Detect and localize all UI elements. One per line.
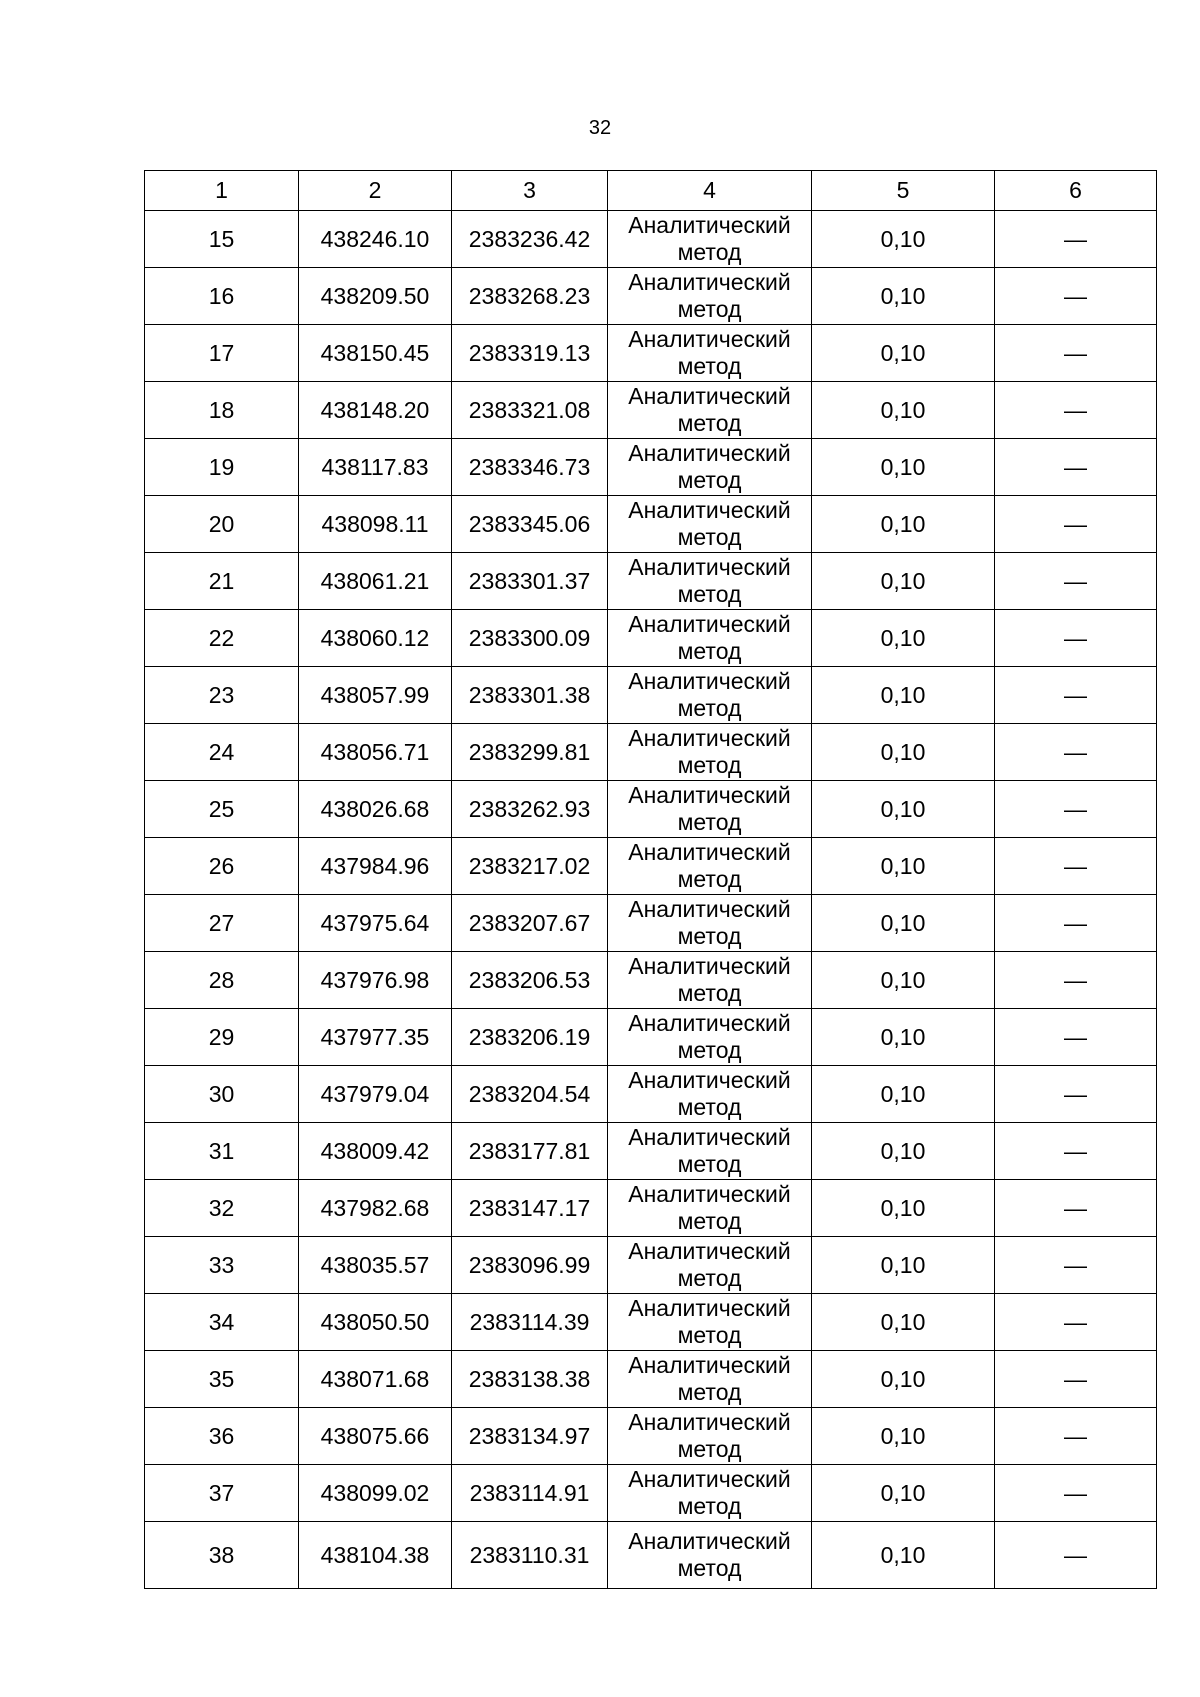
table-row: [145, 952, 1157, 1009]
accuracy-cell: 0,10: [812, 382, 995, 439]
method-line-2: метод: [677, 695, 742, 721]
point-number-cell: 35: [145, 1351, 299, 1408]
accuracy-cell: 0,10: [812, 1123, 995, 1180]
table-row: [145, 268, 1157, 325]
note-cell: —: [995, 781, 1157, 838]
method-cell: [608, 610, 812, 667]
note-cell: —: [995, 724, 1157, 781]
y-coordinate-cell: 2383319.13: [452, 325, 608, 382]
method-line-2: метод: [677, 1493, 742, 1519]
y-coordinate-cell: 2383134.97: [452, 1408, 608, 1465]
note-cell: —: [995, 667, 1157, 724]
y-coordinate-cell: 2383206.53: [452, 952, 608, 1009]
method-cell: [608, 1009, 812, 1066]
point-number-cell: 18: [145, 382, 299, 439]
accuracy-cell: 0,10: [812, 1066, 995, 1123]
header-cell-1: 1: [145, 171, 299, 211]
method-cell: [608, 439, 812, 496]
point-number-cell: 32: [145, 1180, 299, 1237]
accuracy-cell: 0,10: [812, 1237, 995, 1294]
method-line-1: Аналитический: [628, 1010, 791, 1036]
point-number-cell: 30: [145, 1066, 299, 1123]
method-line-1: Аналитический: [628, 497, 791, 523]
x-coordinate-cell: 438098.11: [299, 496, 452, 553]
x-coordinate-cell: 437979.04: [299, 1066, 452, 1123]
point-number-cell: 25: [145, 781, 299, 838]
table-row: [145, 1180, 1157, 1237]
method-line-1: Аналитический: [628, 611, 791, 637]
y-coordinate-cell: 2383299.81: [452, 724, 608, 781]
table-row: [145, 724, 1157, 781]
method-cell: [608, 1123, 812, 1180]
header-cell-5: 5: [812, 171, 995, 211]
table-row: [145, 667, 1157, 724]
accuracy-cell: 0,10: [812, 211, 995, 268]
y-coordinate-cell: 2383207.67: [452, 895, 608, 952]
y-coordinate-cell: 2383177.81: [452, 1123, 608, 1180]
accuracy-cell: 0,10: [812, 952, 995, 1009]
method-line-1: Аналитический: [628, 1466, 791, 1492]
y-coordinate-cell: 2383206.19: [452, 1009, 608, 1066]
method-line-2: метод: [677, 1151, 742, 1177]
method-cell: [608, 895, 812, 952]
accuracy-cell: 0,10: [812, 667, 995, 724]
y-coordinate-cell: 2383138.38: [452, 1351, 608, 1408]
note-cell: —: [995, 1465, 1157, 1522]
method-cell: [608, 268, 812, 325]
method-cell: [608, 382, 812, 439]
note-cell: —: [995, 1237, 1157, 1294]
method-line-2: метод: [677, 581, 742, 607]
x-coordinate-cell: 437977.35: [299, 1009, 452, 1066]
method-line-1: Аналитический: [628, 212, 791, 238]
point-number-cell: 34: [145, 1294, 299, 1351]
y-coordinate-cell: 2383262.93: [452, 781, 608, 838]
y-coordinate-cell: 2383110.31: [452, 1522, 608, 1589]
table-body: [145, 171, 1157, 1589]
method-line-2: метод: [677, 1555, 742, 1581]
x-coordinate-cell: 438060.12: [299, 610, 452, 667]
note-cell: —: [995, 211, 1157, 268]
table-row: [145, 838, 1157, 895]
method-line-1: Аналитический: [628, 1352, 791, 1378]
method-cell: [608, 1180, 812, 1237]
method-cell: [608, 952, 812, 1009]
header-cell-2: 2: [299, 171, 452, 211]
method-line-1: Аналитический: [628, 269, 791, 295]
accuracy-cell: 0,10: [812, 1180, 995, 1237]
x-coordinate-cell: 437982.68: [299, 1180, 452, 1237]
point-number-cell: 33: [145, 1237, 299, 1294]
note-cell: —: [995, 439, 1157, 496]
method-cell: [608, 781, 812, 838]
method-line-2: метод: [677, 1265, 742, 1291]
x-coordinate-cell: 437984.96: [299, 838, 452, 895]
method-cell: [608, 1522, 812, 1589]
coordinates-table: [144, 170, 1157, 1589]
accuracy-cell: 0,10: [812, 838, 995, 895]
method-line-2: метод: [677, 923, 742, 949]
table-row: [145, 1123, 1157, 1180]
note-cell: —: [995, 838, 1157, 895]
method-cell: [608, 1465, 812, 1522]
x-coordinate-cell: 438050.50: [299, 1294, 452, 1351]
method-line-2: метод: [677, 1208, 742, 1234]
accuracy-cell: 0,10: [812, 1351, 995, 1408]
method-cell: [608, 211, 812, 268]
method-line-1: Аналитический: [628, 1238, 791, 1264]
accuracy-cell: 0,10: [812, 268, 995, 325]
point-number-cell: 20: [145, 496, 299, 553]
x-coordinate-cell: 438075.66: [299, 1408, 452, 1465]
method-cell: [608, 1237, 812, 1294]
x-coordinate-cell: 438056.71: [299, 724, 452, 781]
table-row: [145, 1294, 1157, 1351]
x-coordinate-cell: 438104.38: [299, 1522, 452, 1589]
table-row: [145, 1408, 1157, 1465]
method-line-2: метод: [677, 524, 742, 550]
table-row: [145, 781, 1157, 838]
x-coordinate-cell: 437975.64: [299, 895, 452, 952]
x-coordinate-cell: 438071.68: [299, 1351, 452, 1408]
method-line-1: Аналитический: [628, 782, 791, 808]
table-row: [145, 439, 1157, 496]
y-coordinate-cell: 2383147.17: [452, 1180, 608, 1237]
accuracy-cell: 0,10: [812, 553, 995, 610]
accuracy-cell: 0,10: [812, 724, 995, 781]
point-number-cell: 22: [145, 610, 299, 667]
y-coordinate-cell: 2383301.38: [452, 667, 608, 724]
note-cell: —: [995, 268, 1157, 325]
method-line-1: Аналитический: [628, 839, 791, 865]
point-number-cell: 29: [145, 1009, 299, 1066]
method-line-2: метод: [677, 1094, 742, 1120]
note-cell: —: [995, 1351, 1157, 1408]
y-coordinate-cell: 2383301.37: [452, 553, 608, 610]
method-cell: [608, 553, 812, 610]
y-coordinate-cell: 2383217.02: [452, 838, 608, 895]
x-coordinate-cell: 438209.50: [299, 268, 452, 325]
point-number-cell: 31: [145, 1123, 299, 1180]
method-line-1: Аналитический: [628, 440, 791, 466]
table-row: [145, 496, 1157, 553]
method-line-1: Аналитический: [628, 1181, 791, 1207]
method-line-2: метод: [677, 353, 742, 379]
page-number: 32: [588, 117, 612, 139]
table-row: [145, 1351, 1157, 1408]
note-cell: —: [995, 1066, 1157, 1123]
point-number-cell: 36: [145, 1408, 299, 1465]
note-cell: —: [995, 1294, 1157, 1351]
point-number-cell: 26: [145, 838, 299, 895]
accuracy-cell: 0,10: [812, 1408, 995, 1465]
x-coordinate-cell: 438099.02: [299, 1465, 452, 1522]
method-line-1: Аналитический: [628, 1067, 791, 1093]
method-cell: [608, 1066, 812, 1123]
method-line-1: Аналитический: [628, 1409, 791, 1435]
note-cell: —: [995, 1180, 1157, 1237]
method-cell: [608, 667, 812, 724]
accuracy-cell: 0,10: [812, 1294, 995, 1351]
method-line-1: Аналитический: [628, 383, 791, 409]
point-number-cell: 23: [145, 667, 299, 724]
accuracy-cell: 0,10: [812, 325, 995, 382]
table-row: [145, 1522, 1157, 1589]
y-coordinate-cell: 2383321.08: [452, 382, 608, 439]
y-coordinate-cell: 2383236.42: [452, 211, 608, 268]
x-coordinate-cell: 437976.98: [299, 952, 452, 1009]
table-row: [145, 211, 1157, 268]
x-coordinate-cell: 438148.20: [299, 382, 452, 439]
method-line-1: Аналитический: [628, 668, 791, 694]
x-coordinate-cell: 438150.45: [299, 325, 452, 382]
y-coordinate-cell: 2383114.39: [452, 1294, 608, 1351]
table-row: [145, 610, 1157, 667]
note-cell: —: [995, 895, 1157, 952]
method-line-2: метод: [677, 1436, 742, 1462]
point-number-cell: 24: [145, 724, 299, 781]
method-line-2: метод: [677, 866, 742, 892]
table-row: [145, 553, 1157, 610]
accuracy-cell: 0,10: [812, 1009, 995, 1066]
point-number-cell: 38: [145, 1522, 299, 1589]
method-line-2: метод: [677, 1379, 742, 1405]
note-cell: —: [995, 1522, 1157, 1589]
point-number-cell: 21: [145, 553, 299, 610]
table-row: [145, 1066, 1157, 1123]
y-coordinate-cell: 2383114.91: [452, 1465, 608, 1522]
x-coordinate-cell: 438035.57: [299, 1237, 452, 1294]
method-line-1: Аналитический: [628, 725, 791, 751]
method-cell: [608, 724, 812, 781]
y-coordinate-cell: 2383346.73: [452, 439, 608, 496]
note-cell: —: [995, 1123, 1157, 1180]
method-cell: [608, 325, 812, 382]
table-row: [145, 895, 1157, 952]
note-cell: —: [995, 382, 1157, 439]
table-row: [145, 325, 1157, 382]
accuracy-cell: 0,10: [812, 496, 995, 553]
table-row: [145, 1009, 1157, 1066]
table-row: [145, 1237, 1157, 1294]
method-cell: [608, 496, 812, 553]
method-line-1: Аналитический: [628, 896, 791, 922]
accuracy-cell: 0,10: [812, 439, 995, 496]
note-cell: —: [995, 496, 1157, 553]
note-cell: —: [995, 610, 1157, 667]
point-number-cell: 15: [145, 211, 299, 268]
note-cell: —: [995, 952, 1157, 1009]
method-line-2: метод: [677, 296, 742, 322]
method-cell: [608, 1294, 812, 1351]
point-number-cell: 37: [145, 1465, 299, 1522]
accuracy-cell: 0,10: [812, 610, 995, 667]
method-line-1: Аналитический: [628, 1528, 791, 1554]
x-coordinate-cell: 438009.42: [299, 1123, 452, 1180]
point-number-cell: 17: [145, 325, 299, 382]
x-coordinate-cell: 438246.10: [299, 211, 452, 268]
x-coordinate-cell: 438026.68: [299, 781, 452, 838]
point-number-cell: 27: [145, 895, 299, 952]
method-cell: [608, 1351, 812, 1408]
accuracy-cell: 0,10: [812, 1465, 995, 1522]
method-line-1: Аналитический: [628, 554, 791, 580]
note-cell: —: [995, 553, 1157, 610]
method-line-1: Аналитический: [628, 1124, 791, 1150]
method-line-2: метод: [677, 410, 742, 436]
header-cell-6: 6: [995, 171, 1157, 211]
table-row: [145, 1465, 1157, 1522]
x-coordinate-cell: 438117.83: [299, 439, 452, 496]
point-number-cell: 19: [145, 439, 299, 496]
x-coordinate-cell: 438057.99: [299, 667, 452, 724]
method-line-1: Аналитический: [628, 953, 791, 979]
method-line-2: метод: [677, 752, 742, 778]
y-coordinate-cell: 2383268.23: [452, 268, 608, 325]
y-coordinate-cell: 2383345.06: [452, 496, 608, 553]
accuracy-cell: 0,10: [812, 781, 995, 838]
y-coordinate-cell: 2383096.99: [452, 1237, 608, 1294]
note-cell: —: [995, 1009, 1157, 1066]
accuracy-cell: 0,10: [812, 1522, 995, 1589]
method-cell: [608, 838, 812, 895]
table-header-row: [145, 171, 1157, 211]
table-row: [145, 382, 1157, 439]
method-line-2: метод: [677, 467, 742, 493]
method-line-2: метод: [677, 239, 742, 265]
accuracy-cell: 0,10: [812, 895, 995, 952]
note-cell: —: [995, 1408, 1157, 1465]
method-line-2: метод: [677, 980, 742, 1006]
method-line-2: метод: [677, 638, 742, 664]
point-number-cell: 28: [145, 952, 299, 1009]
y-coordinate-cell: 2383300.09: [452, 610, 608, 667]
x-coordinate-cell: 438061.21: [299, 553, 452, 610]
y-coordinate-cell: 2383204.54: [452, 1066, 608, 1123]
note-cell: —: [995, 325, 1157, 382]
point-number-cell: 16: [145, 268, 299, 325]
header-cell-3: 3: [452, 171, 608, 211]
header-cell-4: 4: [608, 171, 812, 211]
method-line-1: Аналитический: [628, 1295, 791, 1321]
method-cell: [608, 1408, 812, 1465]
method-line-2: метод: [677, 1037, 742, 1063]
method-line-2: метод: [677, 809, 742, 835]
method-line-2: метод: [677, 1322, 742, 1348]
method-line-1: Аналитический: [628, 326, 791, 352]
